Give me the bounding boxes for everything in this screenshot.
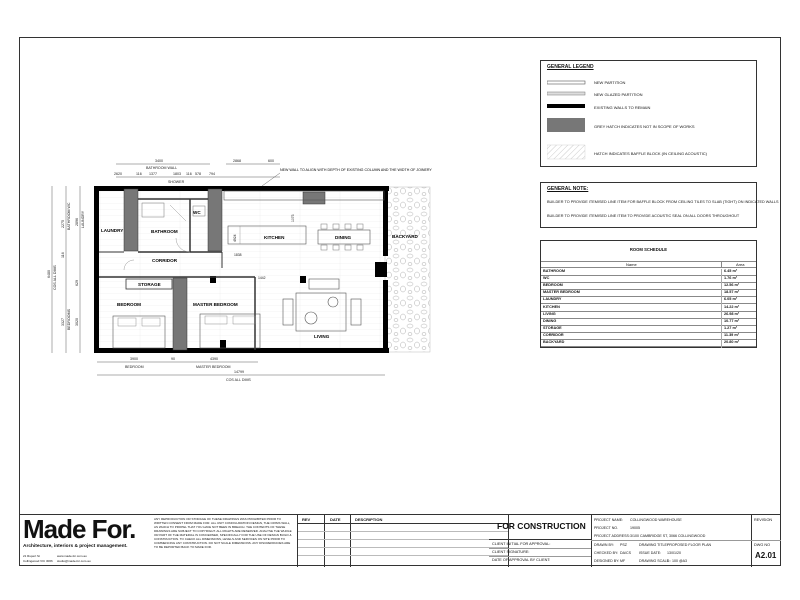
- schedule-row-area: 18.57 m²: [724, 290, 740, 295]
- company-web: www.made-for.com.au: [57, 554, 87, 558]
- status-for-construction: FOR CONSTRUCTION: [497, 521, 586, 531]
- client-signature-label: CLIENT SIGNATURE:: [492, 550, 530, 554]
- schedule-row-name: LIVING: [543, 311, 556, 316]
- dim-top-3400: 3400: [155, 159, 163, 163]
- dim-left-2896: 2896: [75, 218, 79, 226]
- schedule-row-area: 14.22 m²: [724, 304, 740, 309]
- dim-bottom-label-cos: COS ALL DIMS: [226, 378, 251, 382]
- schedule-row-area: 6.05 m²: [724, 297, 738, 302]
- swatch-existing-wall: [547, 104, 585, 108]
- room-label-master-bedroom: MASTER BEDROOM: [193, 302, 238, 307]
- dim-inner-1073: 1073: [291, 214, 295, 222]
- description-header: DESCRIPTION: [355, 517, 383, 522]
- schedule-row-area: 26.98 m²: [724, 311, 740, 316]
- swatch-new-partition: [547, 81, 585, 84]
- note-line-1: BUILDER TO PROVIDE ITEMISED LINE ITEM FOR BAFFLE BLOCK FROM CEILING TILES TO SLAB (TIGHT) ON INDICATED WALLS: [547, 200, 779, 204]
- room-label-kitchen: KITCHEN: [264, 235, 285, 240]
- schedule-row-name: WC: [543, 276, 550, 281]
- schedule-row: [541, 297, 756, 304]
- schedule-row-area: 20.80 m²: [724, 340, 740, 344]
- company-tagline: Architecture, interiors & project management.: [23, 544, 128, 549]
- room-label-corridor: CORRIDOR: [152, 258, 178, 263]
- title-block: [19, 514, 781, 567]
- project-address-label: PROJECT ADDRESS:: [594, 534, 630, 538]
- project-no: 19005: [630, 526, 640, 530]
- dim-bottom-90: 90: [171, 357, 175, 361]
- room-label-storage: STORAGE: [138, 282, 161, 287]
- backyard-paving: [385, 187, 430, 352]
- room-label-bathroom: BATHROOM: [151, 229, 178, 234]
- annotation-new-wall: NEW WALL TO ALIGN WITH DEPTH OF EXISTING COLUMN AND THE WIDTH OF JOINERY: [280, 168, 432, 172]
- issue-date-label: ISSUE DATE:: [639, 551, 662, 555]
- dim-top-1377: 1377: [149, 172, 157, 176]
- dim-left-629: 629: [75, 280, 79, 286]
- company-address-1: 21 Rupert St: [23, 554, 40, 558]
- scale-label: DRAWING SCALE:: [639, 559, 671, 563]
- dim-bottom-4390: 4390: [210, 357, 218, 361]
- note-title: GENERAL NOTE:: [547, 186, 589, 192]
- dim-left-label-bedrooms: BEDROOMS: [67, 309, 71, 330]
- dim-bathroom-wall-label: BATHROOM WALL: [146, 166, 178, 170]
- rev-header: REV: [302, 517, 311, 522]
- issue-date: 13/01/20: [667, 551, 681, 555]
- schedule-row-name: LAUNDRY: [543, 297, 562, 302]
- general-legend-panel: [540, 60, 757, 167]
- dim-shower-label: SHOWER: [168, 180, 185, 184]
- room-label-wc: WC: [193, 210, 201, 215]
- designed-by-label: DESIGNED BY:: [594, 559, 620, 563]
- date-header: DATE: [330, 517, 341, 522]
- schedule-row-area: 6.45 m²: [724, 269, 738, 273]
- dim-bottom-3900: 3900: [130, 357, 138, 361]
- dim-left-116: 116: [61, 252, 65, 258]
- schedule-row: [541, 290, 756, 297]
- schedule-row-name: CORRIDOR: [543, 332, 564, 337]
- project-name-label: PROJECT NAME:: [594, 518, 624, 522]
- drawn-by-label: DRAWN BY:: [594, 543, 615, 547]
- dim-left-2275: 2275: [61, 220, 65, 228]
- schedule-row-name: MASTER BEDROOM: [543, 290, 580, 295]
- revision-label: REVISION: [754, 518, 773, 522]
- drawing-title: PROPOSED FLOOR PLAN: [667, 543, 712, 547]
- company-address-2: Collingwood VIC 3066: [23, 559, 53, 563]
- schedule-title: ROOM SCHEDULE: [629, 247, 668, 252]
- project-address: 3/100 CAMBRIDGE ST, 3066 COLLINGWOOD: [630, 534, 706, 538]
- schedule-row: [541, 326, 756, 333]
- schedule-row-name: DINING: [543, 318, 557, 323]
- legend-item-baffle-hatch: HATCH INDICATES BAFFLE BLOCK (IN CEILING ACOUSTIC): [594, 151, 707, 156]
- dim-left-label-bathroom-wc: BATHROOM WC: [67, 202, 71, 230]
- schedule-row-name: KITCHEN: [543, 304, 560, 309]
- legend-item-glazed-partition: NEW GLAZED PARTITION: [594, 92, 643, 97]
- room-label-dining: DINING: [335, 235, 352, 240]
- dim-bottom-label-bedroom: BEDROOM: [125, 365, 144, 369]
- schedule-row-name: STORAGE: [543, 325, 562, 330]
- swatch-diagonal-hatch: [547, 145, 585, 159]
- drawn-by: PSZ: [620, 543, 627, 547]
- legend-item-new-partition: NEW PARTITION: [594, 80, 626, 85]
- dim-inner-4924: 4924: [233, 234, 237, 242]
- room-label-laundry: LAUNDRY: [101, 228, 124, 233]
- dim-bottom-label-master: MASTER BEDROOM: [196, 365, 231, 369]
- dim-left-label-cos: COS ALL DIMS: [53, 265, 57, 290]
- checked-by: DA/CS: [620, 551, 631, 555]
- room-schedule-table: [540, 240, 757, 348]
- dim-left-3327: 3327: [61, 318, 65, 326]
- swatch-glazed-partition: [547, 92, 585, 95]
- schedule-row: [541, 319, 756, 326]
- schedule-row-area: 10.77 m²: [724, 318, 740, 323]
- company-logo: Made For.: [23, 514, 136, 544]
- schedule-row: [541, 340, 756, 347]
- schedule-row: [541, 305, 756, 312]
- date-approval-label: DATE OF APPROVAL BY CLIENT:: [492, 558, 551, 562]
- dim-inner-1838: 1838: [234, 253, 242, 257]
- general-note-panel: [540, 182, 779, 228]
- dim-top-116b: 116: [186, 172, 192, 176]
- dim-top-794: 794: [209, 172, 215, 176]
- note-line-2: BUILDER TO PROVIDE ITEMISED LINE ITEM TO PROVIDE ACOUSTIC SEAL ON ALL DOORS THROUGHOUT: [547, 214, 740, 218]
- schedule-row-name: BEDROOM: [543, 283, 563, 288]
- dim-left-3020: 3020: [75, 318, 79, 326]
- dim-left-6480: 6480: [47, 270, 51, 278]
- schedule-row: [541, 312, 756, 319]
- client-initial-label: CLIENT INITIAL FOR APPROVAL:: [492, 542, 551, 546]
- dim-left-label-laundry: LAUNDRY: [81, 210, 85, 228]
- company-email: studio@made-for.com.au: [57, 559, 91, 563]
- room-label-backyard: BACKYARD: [392, 234, 418, 239]
- schedule-row-name: BACKYARD: [543, 340, 565, 344]
- dim-bottom-14799: 14799: [234, 370, 244, 374]
- schedule-header-row: [541, 261, 756, 268]
- dim-top-578: 578: [195, 172, 201, 176]
- schedule-row: [541, 333, 756, 340]
- schedule-row: [541, 269, 756, 276]
- schedule-row-area: 11.39 m²: [724, 332, 739, 337]
- dim-top-116a: 116: [136, 172, 142, 176]
- room-label-bedroom: BEDROOM: [117, 302, 141, 307]
- schedule-row-area: 1.27 m²: [724, 325, 738, 330]
- schedule-row-name: BATHROOM: [543, 269, 566, 273]
- schedule-row-area: 12.56 m²: [724, 283, 740, 288]
- dim-top-2620: 2620: [114, 172, 122, 176]
- dim-top-1803: 1803: [173, 172, 181, 176]
- project-name: COLLINGWOOD WAREHOUSE: [630, 518, 682, 522]
- legend-item-existing-walls: EXISTING WALLS TO REMAIN: [594, 105, 651, 110]
- drawing-title-label: DRAWING TITLE:: [639, 543, 668, 547]
- designed-by: MF: [620, 559, 626, 563]
- legend-swatches: [547, 75, 587, 165]
- schedule-row: [541, 276, 756, 283]
- drawing-scale: 1 : 100 @A3: [667, 559, 688, 563]
- dim-top-2868: 2868: [233, 159, 241, 163]
- dwg-no-label: DWG NO: [754, 543, 771, 547]
- schedule-col-name: Name: [626, 262, 637, 267]
- swatch-grey-hatch: [547, 118, 585, 132]
- dim-inner-1442: 1442: [258, 276, 266, 280]
- room-label-living: LIVING: [314, 334, 330, 339]
- revision-table: [297, 515, 509, 567]
- legend-title: GENERAL LEGEND: [547, 64, 594, 70]
- schedule-row-area: 1.76 m²: [724, 276, 738, 281]
- checked-by-label: CHECKED BY:: [594, 551, 619, 555]
- schedule-row: [541, 283, 756, 290]
- disclaimer-text: ANY REPRODUCTION OR STORAGE OF THESE DRAWINGS WAS PROHIBITED PRIOR TO WRITTEN CONSENT FROM MADE FOR. ALL UNIT CONFIGURATION DESIGN, THE CRISIS WALL, AS WHICH TO PROPEL THAT YOU HAVE NOT BEEN IN BREACH. THE CONTENTS OF THESE DRAWINGS ARE SUBJECT TO COPYRIGHT. ALL RIGHTS ARE RESERVED. ANALYSE THE WHOLE OR PART OF THE MATERIAL IS CONCERNED, SPECIFICALLY FOR THE USE OF DESIGN BUILD & CONSTRUCTION. TO CHECK ALL DIMENSIONS, LEVELS AND SERVICES ON SITE PRIOR TO COMMENCING ANY CONSTRUCTION. DO NOT SCALE DIMENSIONS. ANY DISCREPANCIES ARE TO BE REPORTED BACK TO MADE FOR.: [154, 517, 292, 549]
- dwg-number: A2.01: [755, 551, 777, 560]
- schedule-col-area: Area: [736, 262, 745, 267]
- dim-top-600: 600: [268, 159, 274, 163]
- project-no-label: PROJECT NO.: [594, 526, 619, 530]
- legend-item-grey-hatch: GREY HATCH INDICATES NOT IN SCOPE OF WORKS: [594, 124, 695, 129]
